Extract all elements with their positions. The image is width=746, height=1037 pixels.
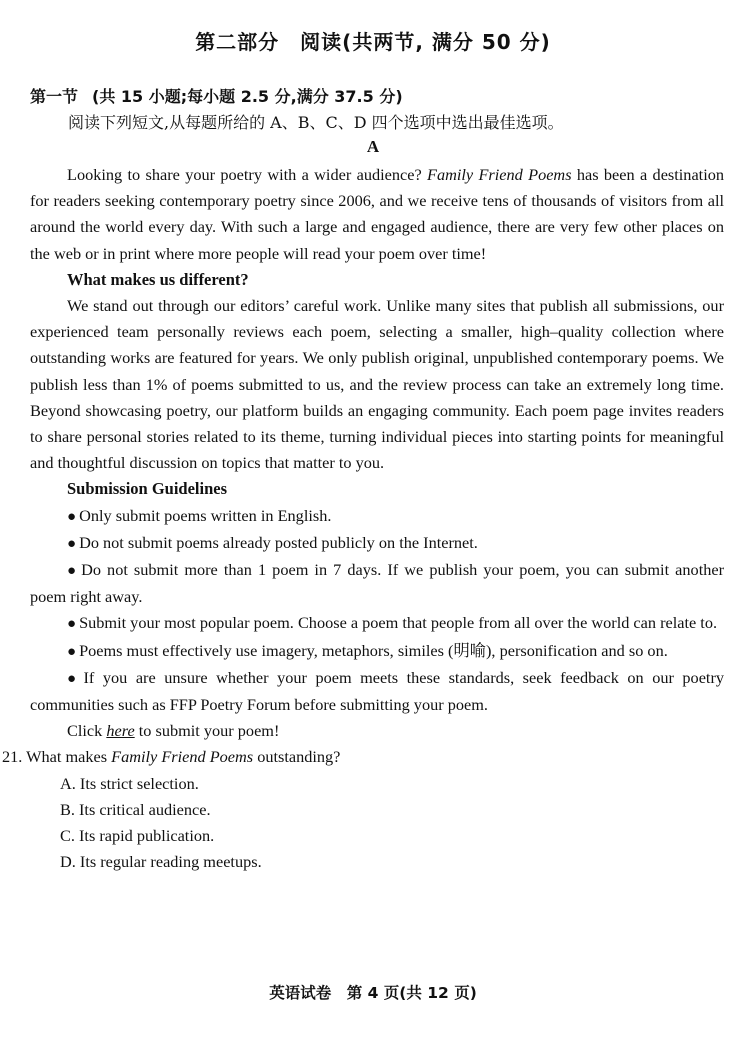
- guideline-text: Do not submit poems already posted publicly on the Internet.: [79, 532, 478, 552]
- difference-paragraph: We stand out through our editors’ careful work. Unlike many sites that publish all submissions, our experienced team personally reviews each poem, selecting a smaller, high–quality collection where outstanding works are featured for years. We only publish original, unpublished contemporary poems. We publish less than 1% of poems submitted to us, and the review process can take an extremely long time. Beyond showcasing poetry, our platform builds an engaging community. Each poem page invites readers to share personal stories related to its theme, turning individual pieces into starting points for meaningful and thoughtful discussion on topics that matter to you.: [30, 296, 724, 473]
- section-detail: (共 15 小题;每小题 2.5 分,满分 37.5 分): [92, 87, 403, 106]
- bullet-icon: ●: [67, 535, 77, 552]
- guideline-item: [30, 610, 724, 637]
- option-c: C. Its rapid publication.: [60, 826, 215, 846]
- guideline-text: If you are unsure whether your poem meets these standards, seek feedback on our poetry communities such as FFP Poetry Forum before submitting your poem.: [30, 667, 725, 715]
- guideline-text: Only submit poems written in English.: [79, 505, 332, 525]
- guideline-item: [30, 665, 724, 718]
- submit-text-start: Click: [67, 721, 107, 741]
- bullet-icon: ●: [67, 616, 77, 633]
- heading-difference: What makes us different?: [67, 269, 249, 289]
- submit-text-end: to submit your poem!: [134, 721, 280, 741]
- heading-guidelines: Submission Guidelines: [67, 479, 228, 499]
- guideline-text: Poems must effectively use imagery, metaphors, similes (明喻), personification and so on.: [79, 640, 668, 660]
- guideline-item: [30, 503, 724, 530]
- section-header: [30, 84, 403, 107]
- guideline-item: [30, 530, 724, 557]
- intro-text-start: Looking to share your poetry with a wider audience?: [67, 165, 428, 184]
- intro-text-end: has been a destination for readers seeking contemporary poetry since 2006, and we receive tens of thousands of visitors from all around the world every day. With such a large and engaged audience, there are very few other places on the web or in print where more people will read your poem over time!: [30, 165, 725, 263]
- guideline-text: Submit your most popular poem. Choose a poem that people from all over the world can relate to.: [79, 613, 718, 633]
- option-b: B. Its critical audience.: [60, 799, 211, 819]
- submit-link[interactable]: here: [106, 721, 135, 741]
- question-text-end: outstanding?: [253, 747, 341, 767]
- page-footer: 英语试卷 第 4 页(共 12 页): [269, 984, 477, 1002]
- guideline-item: [30, 638, 724, 665]
- guideline-item: [30, 557, 724, 610]
- question-21: [2, 744, 724, 770]
- question-text-start: What makes: [22, 747, 112, 767]
- submit-line: [30, 718, 724, 744]
- option-d: D. Its regular reading meetups.: [60, 852, 262, 872]
- bullet-icon: ●: [67, 508, 77, 525]
- section-label: 第一节: [30, 87, 79, 106]
- site-name: Family Friend Poems: [427, 165, 572, 184]
- bullet-icon: ●: [67, 670, 81, 687]
- question-site-name: Family Friend Poems: [111, 747, 254, 767]
- bullet-icon: ●: [67, 563, 79, 580]
- intro-paragraph: [30, 162, 724, 267]
- guideline-text: Do not submit more than 1 poem in 7 days. If we publish your poem, you can submit another poem right away.: [30, 560, 725, 607]
- directions: 阅读下列短文,从每题所给的 A、B、C、D 四个选项中选出最佳选项。: [68, 113, 564, 132]
- bullet-icon: ●: [67, 643, 77, 660]
- question-number: 21.: [2, 747, 23, 767]
- passage-letter: A: [366, 137, 380, 156]
- passage-body: [2, 162, 725, 875]
- option-a: A. Its strict selection.: [60, 773, 199, 793]
- part-title: 第二部分 阅读(共两节, 满分 50 分): [195, 30, 551, 54]
